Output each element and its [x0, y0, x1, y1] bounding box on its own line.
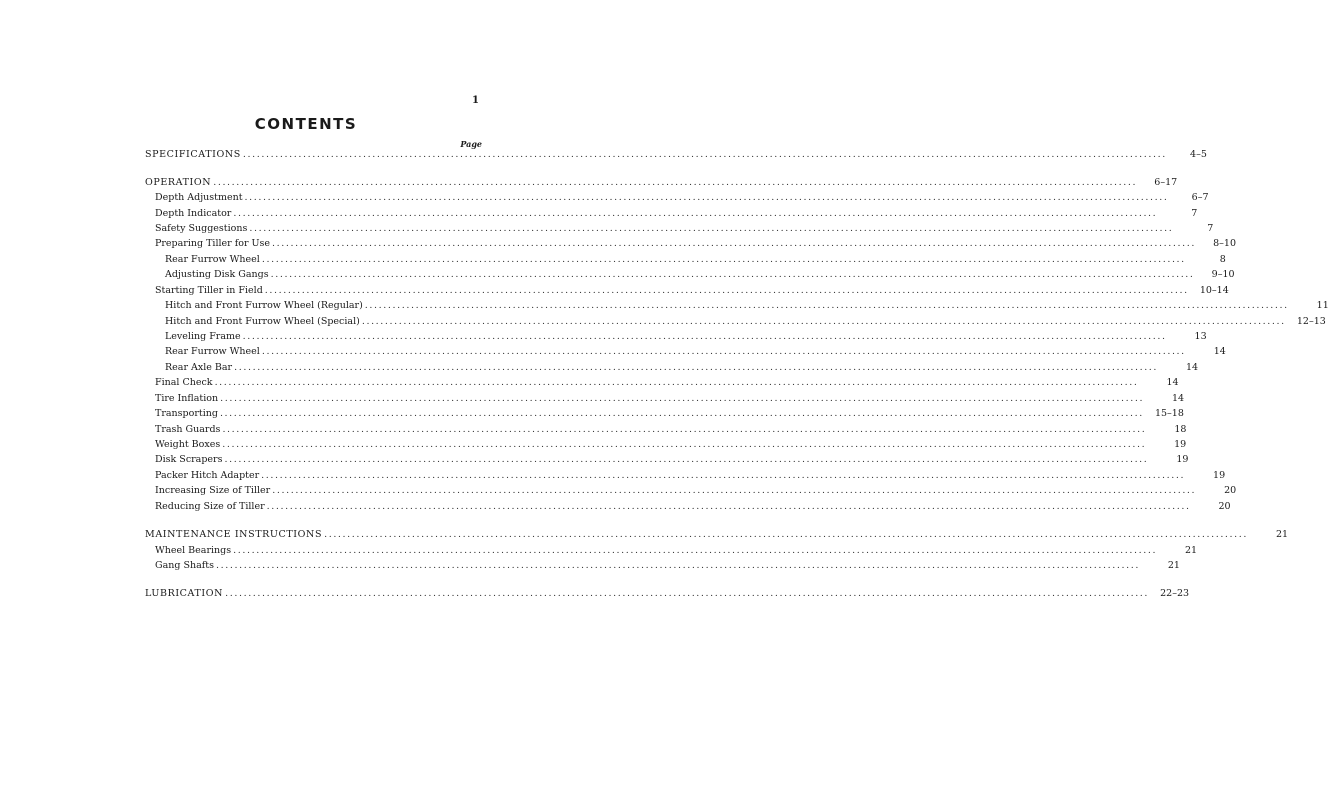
- toc-entry-page: 11: [1316, 300, 1329, 311]
- toc-entry-label: Tire Inflation: [155, 393, 219, 404]
- toc-entry-page: 4–5: [1190, 149, 1207, 160]
- toc-entry-label: Wheel Bearings: [155, 545, 232, 556]
- toc-entry-page: 8: [1219, 254, 1226, 265]
- toc-entry-label: Weight Boxes: [155, 439, 221, 450]
- toc-entry-label: Final Check: [155, 377, 213, 388]
- toc-entry: [165, 345, 1226, 359]
- toc-entry-page: 13: [1194, 331, 1207, 342]
- toc-entry-label: Starting Tiller in Field: [155, 285, 263, 296]
- toc-entry-page: 6–17: [1154, 177, 1178, 188]
- toc-leader-dots: ........................................................................................................................................................................................................: [242, 149, 1167, 160]
- toc-entry: [145, 528, 1289, 542]
- toc-entry-label: LUBRICATION: [145, 588, 224, 599]
- toc-leader-dots: ........................................................................................................................................................................................................: [261, 470, 1186, 481]
- toc-entry: [155, 544, 1198, 558]
- toc-entry-page: 15–18: [1154, 408, 1184, 419]
- toc-entry-label: Disk Scrapers: [155, 454, 223, 465]
- toc-entry: [155, 207, 1198, 221]
- toc-entry: [155, 407, 1184, 421]
- toc-entry-page: 21: [1275, 529, 1289, 540]
- toc-entry: [145, 176, 1178, 190]
- page-number: 1: [472, 95, 479, 106]
- toc-entry-page: 21: [1167, 560, 1180, 571]
- toc-entry-label: Depth Adjustment: [155, 192, 243, 203]
- toc-leader-dots: ........................................................................................................................................................................................................: [264, 285, 1189, 296]
- toc-entry-label: MAINTENANCE INSTRUCTIONS: [145, 529, 323, 540]
- toc-leader-dots: ........................................................................................................................................................................................................: [361, 316, 1286, 327]
- toc-entry: [165, 361, 1199, 375]
- toc-entry-page: 14: [1213, 346, 1226, 357]
- toc-leader-dots: ........................................................................................................................................................................................................: [272, 485, 1197, 496]
- page-column-heading: Page: [460, 139, 482, 149]
- toc-entry-page: 18: [1174, 424, 1187, 435]
- toc-entry-page: 21: [1184, 545, 1198, 556]
- toc-entry: [155, 484, 1237, 498]
- toc-entry-label: Rear Axle Bar: [165, 362, 233, 373]
- toc-entry-page: 7: [1207, 223, 1214, 234]
- toc-entry: [165, 299, 1329, 313]
- toc-entry: [145, 148, 1207, 162]
- toc-entry-label: Preparing Tiller for Use: [155, 238, 271, 249]
- toc-leader-dots: ........................................................................................................................................................................................................: [270, 269, 1195, 280]
- toc-leader-dots: ........................................................................................................................................................................................................: [225, 588, 1150, 599]
- toc-entry-label: Hitch and Front Furrow Wheel (Special): [165, 316, 360, 327]
- toc-leader-dots: ........................................................................................................................................................................................................: [233, 545, 1158, 556]
- toc-entry-label: Reducing Size of Tiller: [155, 501, 265, 512]
- toc-entry: [155, 222, 1214, 236]
- toc-entry-page: 19: [1176, 454, 1189, 465]
- toc-leader-dots: ........................................................................................................................................................................................................: [219, 408, 1144, 419]
- toc-leader-dots: ........................................................................................................................................................................................................: [234, 362, 1159, 373]
- toc-entry: [155, 191, 1209, 205]
- toc-entry-page: 20: [1224, 485, 1237, 496]
- toc-leader-dots: ........................................................................................................................................................................................................: [244, 192, 1169, 203]
- toc-leader-dots: ........................................................................................................................................................................................................: [324, 529, 1249, 540]
- toc-entry-label: Hitch and Front Furrow Wheel (Regular): [165, 300, 363, 311]
- toc-leader-dots: ........................................................................................................................................................................................................: [224, 454, 1149, 465]
- toc-leader-dots: ........................................................................................................................................................................................................: [222, 424, 1147, 435]
- toc-entry-page: 14: [1166, 377, 1179, 388]
- toc-leader-dots: ........................................................................................................................................................................................................: [261, 346, 1186, 357]
- toc-entry-label: Rear Furrow Wheel: [165, 346, 260, 357]
- toc-entry: [155, 376, 1179, 390]
- toc-entry-page: 10–14: [1199, 285, 1229, 296]
- toc-leader-dots: ........................................................................................................................................................................................................: [233, 208, 1158, 219]
- toc-entry-label: Packer Hitch Adapter: [155, 470, 260, 481]
- toc-entry-label: Adjusting Disk Gangs: [165, 269, 269, 280]
- toc-entry: [165, 268, 1235, 282]
- toc-entry-page: 9–10: [1211, 269, 1235, 280]
- toc-entry-label: Safety Suggestions: [155, 223, 248, 234]
- toc-leader-dots: ........................................................................................................................................................................................................: [261, 254, 1186, 265]
- toc-entry-page: 14: [1185, 362, 1199, 373]
- toc-entry-page: 7: [1191, 208, 1198, 219]
- toc-entry-label: OPERATION: [145, 177, 212, 188]
- toc-entry: [155, 469, 1226, 483]
- toc-leader-dots: ........................................................................................................................................................................................................: [266, 501, 1191, 512]
- toc-entry-page: 6–7: [1191, 192, 1209, 203]
- toc-entry-label: Depth Indicator: [155, 208, 232, 219]
- toc-leader-dots: ........................................................................................................................................................................................................: [213, 177, 1138, 188]
- toc-entry: [155, 438, 1187, 452]
- toc-entry-label: Leveling Frame: [165, 331, 241, 342]
- toc-leader-dots: ........................................................................................................................................................................................................: [242, 331, 1167, 342]
- page-title: CONTENTS: [254, 115, 358, 133]
- toc-entry: [155, 237, 1237, 251]
- toc-entry-page: 14: [1172, 393, 1185, 404]
- toc-leader-dots: ........................................................................................................................................................................................................: [214, 377, 1139, 388]
- toc-leader-dots: ........................................................................................................................................................................................................: [220, 393, 1145, 404]
- toc-entry-label: Trash Guards: [155, 424, 221, 435]
- toc-leader-dots: ........................................................................................................................................................................................................: [249, 223, 1174, 234]
- toc-leader-dots: ........................................................................................................................................................................................................: [272, 238, 1197, 249]
- toc-entry: [165, 330, 1207, 344]
- toc-entry-label: Rear Furrow Wheel: [165, 254, 260, 265]
- toc-entry-label: Gang Shafts: [155, 560, 214, 571]
- toc-entry: [155, 423, 1187, 437]
- toc-entry-label: Increasing Size of Tiller: [155, 485, 271, 496]
- toc-leader-dots: ........................................................................................................................................................................................................: [215, 560, 1140, 571]
- toc-entry-page: 20: [1218, 501, 1231, 512]
- toc-leader-dots: ........................................................................................................................................................................................................: [364, 300, 1289, 311]
- toc-entry-page: 22–23: [1160, 588, 1190, 599]
- toc-entry-page: 19: [1174, 439, 1187, 450]
- toc-entry: [155, 500, 1231, 514]
- toc-entry: [165, 315, 1326, 329]
- toc-leader-dots: ........................................................................................................................................................................................................: [222, 439, 1147, 450]
- toc-entry: [145, 587, 1190, 601]
- toc-entry: [155, 559, 1180, 573]
- toc-entry: [165, 253, 1226, 267]
- toc-entry: [155, 453, 1189, 467]
- toc-entry: [155, 392, 1185, 406]
- toc-entry-page: 8–10: [1213, 238, 1237, 249]
- toc-entry-label: SPECIFICATIONS: [145, 149, 241, 160]
- toc-entry-label: Transporting: [155, 408, 218, 419]
- toc-entry-page: 19: [1213, 470, 1226, 481]
- toc-entry: [155, 284, 1229, 298]
- toc-entry-page: 12–13: [1296, 316, 1326, 327]
